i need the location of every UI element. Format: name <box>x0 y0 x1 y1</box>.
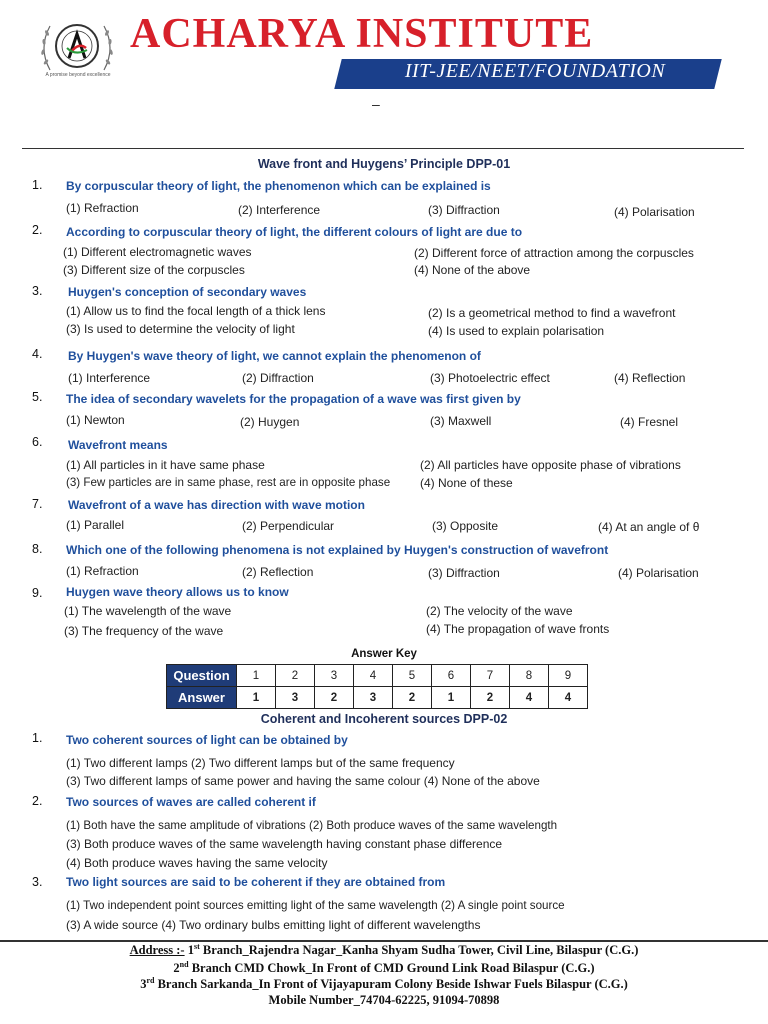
brand-name: ACHARYA INSTITUTE <box>130 11 594 57</box>
answer-key-answer-label: Answer <box>167 687 237 709</box>
subtitle-text: IIT-JEE/NEET/FOUNDATION <box>404 60 666 82</box>
dpp2-title: Coherent and Incoherent sources DPP-02 <box>260 712 508 726</box>
answer-key-question-cell: 1 <box>237 665 276 687</box>
dpp2-q2-number: 2. <box>32 794 43 808</box>
q2-text: According to corpuscular theory of light, the different colours of light are due to <box>66 225 523 239</box>
q1-option-1: (1) Refraction <box>66 201 139 215</box>
q8-option-1: (1) Refraction <box>66 564 139 578</box>
q4-option-2: (2) Diffraction <box>242 371 314 385</box>
answer-key-question-label: Question <box>167 665 237 687</box>
dpp2-q2-options-line-1: (1) Both have the same amplitude of vibrations (2) Both produce waves of the same wavelength <box>66 819 558 832</box>
q8-option-4: (4) Polarisation <box>618 566 699 580</box>
dpp2-q1-options-line-1: (1) Two different lamps (2) Two different lamps but of the same frequency <box>66 756 455 770</box>
address-branch-ordinal: st <box>193 942 200 951</box>
q9-number: 9. <box>32 586 43 600</box>
q6-option-2: (2) All particles have opposite phase of vibrations <box>420 458 681 472</box>
answer-key-question-cell: 5 <box>393 665 432 687</box>
q8-number: 8. <box>32 542 43 556</box>
dpp2-q3-number: 3. <box>32 875 43 889</box>
q2-option-4: (4) None of the above <box>414 263 531 277</box>
answer-key-table <box>166 664 588 709</box>
answer-key-answer-cell: 3 <box>354 687 393 709</box>
answer-key-answer-cell: 2 <box>471 687 510 709</box>
dpp1-title: Wave front and Huygens’ Principle DPP-01 <box>257 157 511 171</box>
q9-option-3: (3) The frequency of the wave <box>64 624 224 638</box>
q2-option-2: (2) Different force of attraction among the corpuscles <box>414 246 694 260</box>
q6-option-3: (3) Few particles are in same phase, rest are in opposite phase <box>66 476 391 489</box>
q6-number: 6. <box>32 435 43 449</box>
dpp2-q2-options-line-3: (4) Both produce waves having the same velocity <box>66 856 328 870</box>
q7-option-3: (3) Opposite <box>432 519 499 533</box>
address-branch-ordinal: nd <box>179 960 189 969</box>
dpp2-q3-options-line-1: (1) Two independent point sources emitting light of the same wavelength (2) A single point source <box>66 899 565 912</box>
answer-key-answer-cell: 4 <box>549 687 588 709</box>
answer-key-answer-cell: 2 <box>393 687 432 709</box>
q1-option-4: (4) Polarisation <box>614 205 695 219</box>
dpp2-q3-options-line-2: (3) A wide source (4) Two ordinary bulbs emitting light of different wavelengths <box>66 918 481 932</box>
address-branch-ordinal: rd <box>146 976 155 985</box>
q4-option-4: (4) Reflection <box>614 371 686 385</box>
address-branch-number: 3 <box>140 977 147 992</box>
q2-number: 2. <box>32 223 43 237</box>
q7-option-1: (1) Parallel <box>66 518 125 532</box>
q6-text: Wavefront means <box>68 438 168 452</box>
q5-option-2: (2) Huygen <box>240 415 300 429</box>
address-line-3 <box>0 976 768 992</box>
answer-key-answer-row <box>167 687 588 709</box>
mobile-number: Mobile Number_74704-62225, 91094-70898 <box>268 993 500 1007</box>
q4-number: 4. <box>32 347 43 361</box>
answer-key-answer-cell: 3 <box>276 687 315 709</box>
q9-text: Huygen wave theory allows us to know <box>66 585 289 599</box>
address-branch-3: Branch Sarkanda_In Front of Vijayapuram Colony Beside Ishwar Fuels Bilaspur (C.G.) <box>154 977 628 992</box>
answer-key-question-row <box>167 665 588 687</box>
q1-text: By corpuscular theory of light, the phenomenon which can be explained is <box>66 179 491 193</box>
answer-key-question-cell: 2 <box>276 665 315 687</box>
q8-text: Which one of the following phenomena is not explained by Huygen's construction of wavefront <box>66 543 609 557</box>
q3-number: 3. <box>32 284 43 298</box>
dpp2-q1-number: 1. <box>32 731 43 745</box>
answer-key-question-cell: 3 <box>315 665 354 687</box>
address-branch-number: 1 <box>187 943 194 958</box>
q5-option-4: (4) Fresnel <box>620 415 679 429</box>
q3-option-1: (1) Allow us to find the focal length of a thick lens <box>66 304 326 318</box>
q3-option-2: (2) Is a geometrical method to find a wavefront <box>428 306 676 320</box>
answer-key-answer-cell: 4 <box>510 687 549 709</box>
q6-option-1: (1) All particles in it have same phase <box>66 458 265 472</box>
q2-option-1: (1) Different electromagnetic waves <box>63 245 252 259</box>
page-header <box>0 0 768 112</box>
answer-key-question-cell: 4 <box>354 665 393 687</box>
header-dash: – <box>372 96 380 112</box>
dpp2-q2-options-line-2: (3) Both produce waves of the same wavelength having constant phase difference <box>66 837 503 851</box>
answer-key-question-cell: 6 <box>432 665 471 687</box>
address-branch-number: 2 <box>173 961 180 976</box>
institute-logo-icon <box>34 12 120 78</box>
address-line-1 <box>0 942 768 958</box>
q3-option-4: (4) Is used to explain polarisation <box>428 324 605 338</box>
address-branch-1: Branch_Rajendra Nagar_Kanha Shyam Sudha Tower, Civil Line, Bilaspur (C.G.) <box>199 943 639 958</box>
q4-option-3: (3) Photoelectric effect <box>430 371 550 385</box>
q7-text: Wavefront of a wave has direction with wave motion <box>68 498 365 512</box>
q7-option-2: (2) Perpendicular <box>242 519 335 533</box>
q9-option-2: (2) The velocity of the wave <box>426 604 573 618</box>
dpp2-q1-text: Two coherent sources of light can be obtained by <box>66 733 348 747</box>
q7-option-4: (4) At an angle of θ <box>598 520 700 534</box>
q9-option-1: (1) The wavelength of the wave <box>64 604 232 618</box>
q8-option-3: (3) Diffraction <box>428 566 500 580</box>
answer-key-answer-cell: 2 <box>315 687 354 709</box>
q2-option-3: (3) Different size of the corpuscles <box>63 263 245 277</box>
answer-key-title: Answer Key <box>351 648 417 660</box>
q5-text: The idea of secondary wavelets for the propagation of a wave was first given by <box>66 392 521 406</box>
q6-option-4: (4) None of these <box>420 476 513 490</box>
q1-number: 1. <box>32 178 43 192</box>
answer-key-question-cell: 9 <box>549 665 588 687</box>
dpp2-q2-text: Two sources of waves are called coherent if <box>66 795 316 809</box>
answer-key-question-cell: 7 <box>471 665 510 687</box>
q3-option-3: (3) Is used to determine the velocity of light <box>66 322 295 336</box>
dpp2-q1-options-line-2: (3) Two different lamps of same power and having the same colour (4) None of the above <box>66 774 540 788</box>
q3-text: Huygen's conception of secondary waves <box>68 285 307 299</box>
q7-number: 7. <box>32 497 43 511</box>
q8-option-2: (2) Reflection <box>242 565 314 579</box>
q4-text: By Huygen's wave theory of light, we cannot explain the phenomenon of <box>68 349 481 363</box>
q5-option-1: (1) Newton <box>66 413 125 427</box>
answer-key-answer-cell: 1 <box>237 687 276 709</box>
q5-option-3: (3) Maxwell <box>430 414 492 428</box>
address-label: Address :- <box>129 943 185 958</box>
top-divider <box>22 148 744 149</box>
q4-option-1: (1) Interference <box>68 371 151 385</box>
address-line-2 <box>0 960 768 976</box>
dpp2-q3-text: Two light sources are said to be coherent if they are obtained from <box>66 875 446 889</box>
q5-number: 5. <box>32 390 43 404</box>
address-branch-2: Branch CMD Chowk_In Front of CMD Ground Link Road Bilaspur (C.G.) <box>188 961 595 976</box>
q1-option-2: (2) Interference <box>238 203 321 217</box>
q1-option-3: (3) Diffraction <box>428 203 500 217</box>
answer-key-answer-cell: 1 <box>432 687 471 709</box>
q9-option-4: (4) The propagation of wave fronts <box>426 622 610 636</box>
tagline: A promise beyond excellence <box>45 72 111 78</box>
answer-key-question-cell: 8 <box>510 665 549 687</box>
